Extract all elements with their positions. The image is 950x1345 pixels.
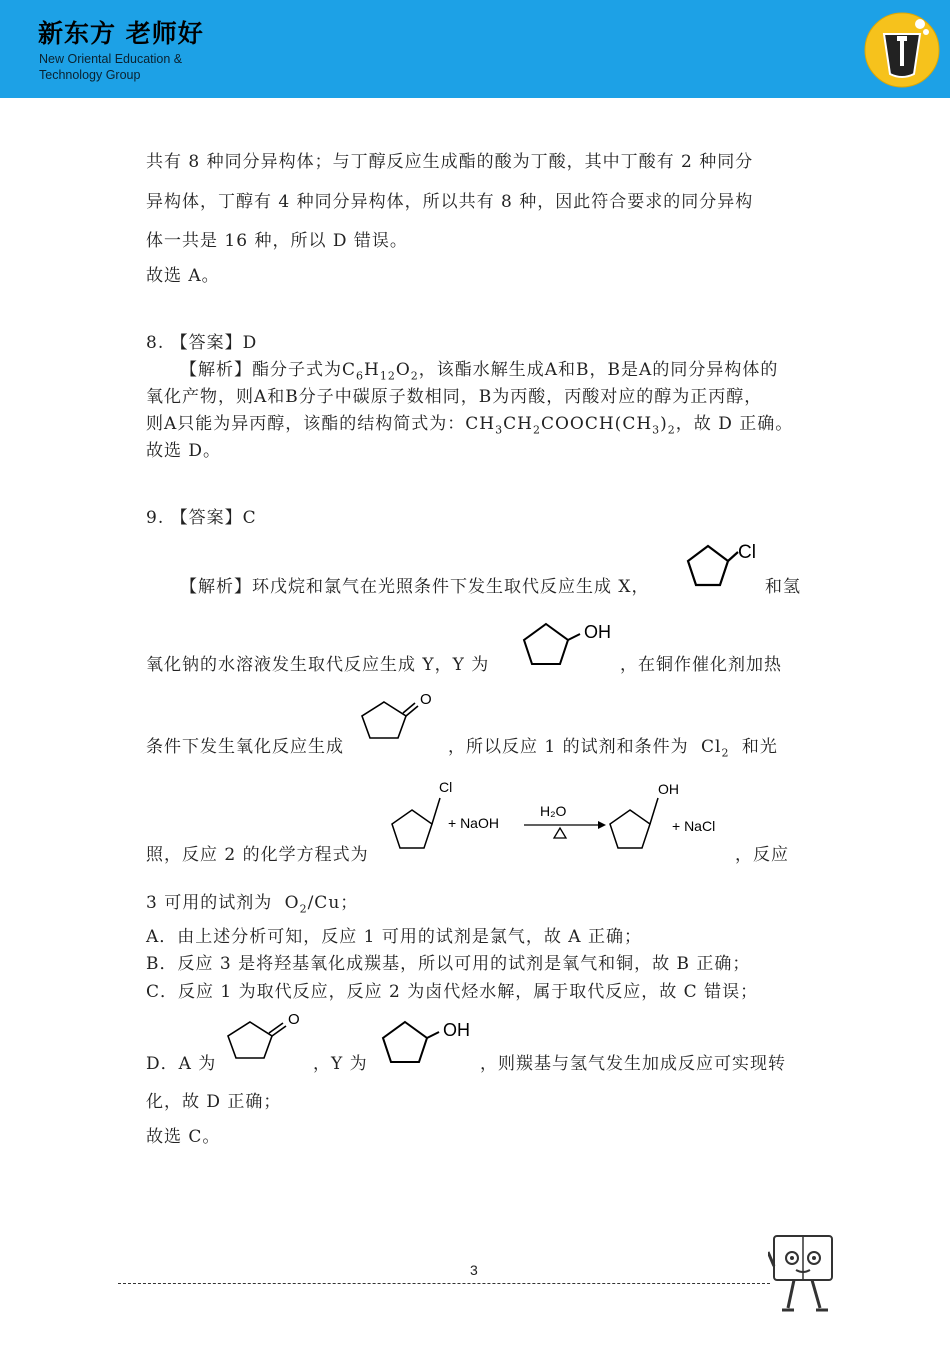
ester-formula (342, 360, 419, 383)
formula-part: O (395, 360, 411, 380)
q8-analysis-line1 (180, 355, 778, 382)
q9-line3-end (448, 732, 778, 759)
q8-conclusion: 故选 D。 (146, 441, 222, 461)
formula-part: C (342, 360, 357, 380)
option-d-cyclopentanone-structure (222, 1008, 312, 1062)
brand-title: 新东方 老师好 (38, 19, 204, 48)
page-number: 3 (470, 1262, 478, 1278)
footer-divider (118, 1283, 770, 1284)
formula-part: ) (660, 414, 668, 434)
cyclopentanol-structure (518, 612, 618, 670)
q9-line1: 【解析】环戊烷和氯气在光照条件下发生取代反应生成 X， (180, 577, 650, 597)
text-line: 异构体，丁醇有 4 种同分异构体，所以共有 8 种，因此符合要求的同分异构 (146, 192, 754, 212)
q8-struct-pre: 则A只能为异丙醇，该酯的结构简式为： (146, 414, 466, 434)
option-d-oxygen-label: O (288, 1011, 300, 1028)
brand-subtitle (39, 51, 239, 83)
formula-part: H (364, 360, 380, 380)
q9-answer: 9. 【答案】C (146, 508, 257, 528)
text-line: 体一共是 16 种，所以 D 错误。 (146, 231, 408, 251)
header-banner (0, 0, 950, 98)
mascot-book-icon (768, 1232, 838, 1318)
option-d-cont: 化，故 D 正确； (146, 1092, 282, 1112)
reaction-equation (384, 774, 734, 860)
reactant-chlorine-label: Cl (439, 779, 453, 795)
formula-part: O (284, 893, 300, 913)
q9-line4-end: ，反应 (735, 845, 789, 865)
q9-line2: 氧化钠的水溶液发生取代反应生成 Y，Y 为 (146, 655, 490, 675)
brand-subtitle-line2: Technology Group (39, 68, 141, 82)
formula-part: /Cu； (307, 893, 359, 913)
text-line: 故选 A。 (146, 266, 220, 286)
formula-sub: 2 (410, 369, 419, 383)
naoh-label: + NaOH (448, 815, 499, 831)
option-d: D．A 为 (146, 1054, 217, 1074)
formula-part: Cl (701, 737, 722, 757)
formula-sub: 12 (379, 369, 396, 383)
formula-sub: 2 (721, 746, 730, 760)
formula-sub: 2 (667, 423, 676, 437)
cyclopentanone-structure (356, 688, 446, 742)
formula-part: CH (503, 414, 533, 434)
q9-line3-tail: 和光 (741, 737, 778, 757)
q8-struct-post: ，故 D 正确。 (675, 414, 794, 434)
chlorine-label: Cl (738, 542, 756, 563)
heat-triangle-icon (554, 828, 566, 838)
oxygen-label: O (420, 691, 432, 708)
q9-line4: 照，反应 2 的化学方程式为 (146, 845, 369, 865)
option-d-rest: ，则羰基与氢气发生加成反应可实现转 (480, 1054, 786, 1074)
formula-sub: 3 (495, 423, 504, 437)
q9-line5 (146, 888, 358, 915)
q9-line2-end: ，在铜作催化剂加热 (620, 655, 782, 675)
cl2-formula (701, 737, 730, 760)
option-b: B．反应 3 是将羟基氧化成羰基，所以可用的试剂是氧气和铜，故 B 正确； (146, 954, 751, 974)
hydroxyl-label: OH (584, 622, 611, 642)
brand-subtitle-line1: New Oriental Education & (39, 52, 183, 66)
q9-line1-end: 和氢 (765, 577, 801, 597)
option-d-hydroxyl-label: OH (443, 1020, 470, 1040)
option-d-cyclopentanol-structure (377, 1012, 477, 1068)
q9-line5-text: 3 可用的试剂为 (146, 893, 273, 913)
struct-formula (465, 414, 676, 437)
q8-analysis-line2: 氧化产物，则A和B分子中碳原子数相同，B为丙酸，丙酸对应的醇为正丙醇， (146, 387, 763, 407)
formula-part: CH (465, 414, 496, 434)
option-c: C．反应 1 为取代反应，反应 2 为卤代烃水解，属于取代反应，故 C 错误； (146, 982, 759, 1002)
water-label: H₂O (540, 803, 567, 819)
q8-analysis-line3 (146, 409, 793, 436)
formula-sub: 3 (652, 423, 661, 437)
text-line: 共有 8 种同分异构体；与丁醇反应生成酯的酸为丁酸，其中丁酸有 2 种同分 (146, 152, 754, 172)
formula-sub: 2 (532, 423, 541, 437)
q8-analysis-post: ，该酯水解生成A和B，B是A的同分异构体的 (418, 360, 779, 380)
final-answer: 故选 C。 (146, 1127, 221, 1147)
brand-logo-icon (864, 12, 940, 88)
product-hydroxyl-label: OH (658, 781, 679, 797)
q9-line3-text: ，所以反应 1 的试剂和条件为 (448, 737, 689, 757)
option-d-y: ，Y 为 (313, 1054, 368, 1074)
formula-sub: 2 (299, 902, 308, 916)
option-a: A．由上述分析可知，反应 1 可用的试剂是氯气，故 A 正确； (146, 927, 642, 947)
o2cu-formula (284, 893, 359, 916)
nacl-label: + NaCl (672, 818, 716, 834)
formula-sub: 6 (356, 369, 365, 383)
chlorocyclopentane-structure (678, 536, 762, 592)
q9-line3: 条件下发生氧化反应生成 (146, 737, 344, 757)
q8-analysis-pre: 【解析】酯分子式为 (180, 360, 342, 380)
q8-answer: 8. 【答案】D (146, 333, 258, 353)
formula-part: COOCH(CH (540, 414, 653, 434)
